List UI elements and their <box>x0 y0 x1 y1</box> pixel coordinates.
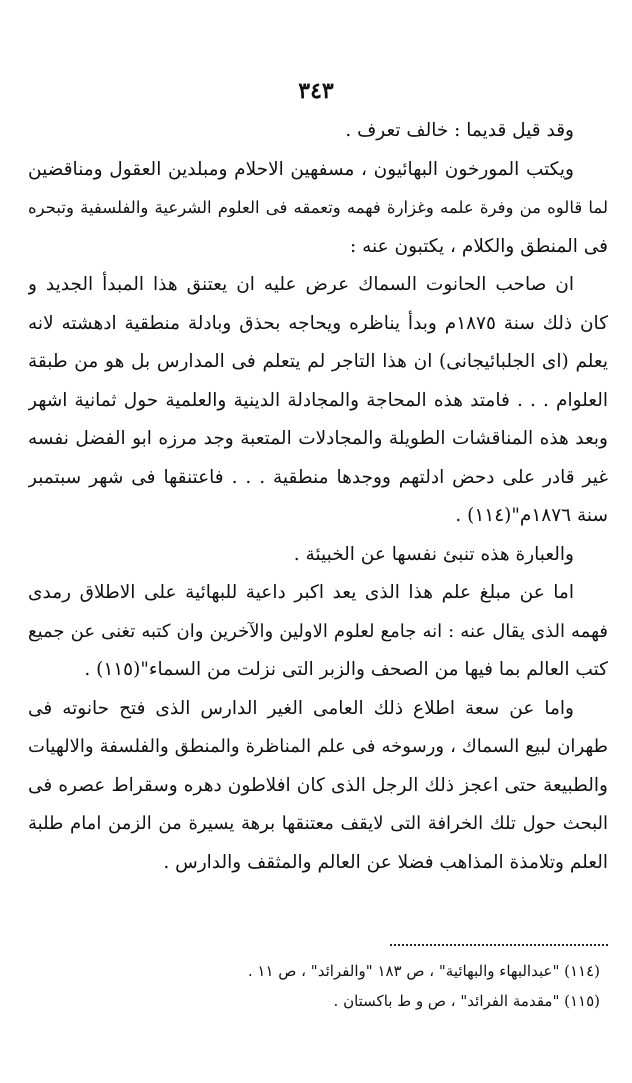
text-line: واما عن سعة اطلاع ذلك العامى الغير الدارس الذى فتح حانوته فى <box>28 697 574 719</box>
text-line: والعبارة هذه تنبئ نفسها عن الخبيئة . <box>293 543 574 565</box>
text-line: فى المنطق والكلام ، يكتبون عنه : <box>349 235 608 257</box>
text-line: فهمه الذى يقال عنه : انه جامع لعلوم الاولين والآخرين وان كتبه تغنى عن جميع <box>28 620 608 642</box>
text-line: وبعد هذه المناقشات الطويلة والمجادلات المتعبة وجد مرزه ابو الفضل نفسه <box>28 428 608 449</box>
text-line: العلم وتلامذة المذاهب فضلا عن العالم والمثقف والدارس . <box>163 851 608 873</box>
footnote: (١١٥) "مقدمة الفرائد" ، ص و ط باكستان . <box>333 992 600 1010</box>
text-line: ان صاحب الحانوت السماك عرض عليه ان يعتنق هذا المبدأ الجديد و <box>28 274 574 295</box>
text-line: العلوام . . . فامتد هذه المحاجة والمجادلة الدينية والعلمية حول ثمانية اشهر <box>28 389 608 411</box>
text-line: كان ذلك سنة ١٨٧٥م وبدأ يناظره ويحاجه بحذق وبادلة منطقية ادهشته لانه <box>28 312 608 334</box>
text-line: وقد قيل قديما : خالف تعرف . <box>345 120 574 141</box>
text-line: اما عن مبلغ علم هذا الذى يعد اكبر داعية للبهائية على الاطلاق رمدى <box>28 582 574 603</box>
text-line: يعلم (اى الجلبائيجانى) ان هذا التاجر لم يتعلم فى المدارس بل هو من طبقة <box>28 351 608 372</box>
text-line: كتب العالم بما فيها من الصحف والزبر التى نزلت من السماء"(١١٥) . <box>84 659 608 680</box>
text-line: ويكتب المورخون البهائيون ، مسفهين الاحلام ومبلدين العقول ومناقضين <box>28 158 574 180</box>
page-number: ٣٤٣ <box>298 78 334 104</box>
footnotes <box>28 956 608 1016</box>
text-line: غير قادر على دحض ادلتهم ووجدها منطقية . . . فاعتنقها فى شهر سبتمبر <box>28 466 608 488</box>
footnote: (١١٤) "عبدالبهاء والبهائية" ، ص ١٨٣ "والفرائد" ، ص ١١ . <box>247 962 600 980</box>
text-line: طهران لبيع السماك ، ورسوخه فى علم المناظرة والمنطق والفلسفة والالهيات <box>28 736 608 757</box>
text-line: البحث حول تلك الخرافة التى لايقف معتنقها برهة يسيرة من الزمن امام طلبة <box>28 813 608 834</box>
text-line: سنة ١٨٧٦م"(١١٤) . <box>455 505 608 526</box>
footnote-separator <box>390 944 608 946</box>
text-line: والطبيعة حتى اعجز ذلك الرجل الذى كان افلاطون دهره وسقراط عصره فى <box>28 774 608 796</box>
body-text <box>28 112 608 882</box>
text-line: لما قالوه من وفرة علمه وغزارة فهمه وتعمقه فى العلوم الشرعية والفلسفية وتبحره <box>28 198 608 217</box>
